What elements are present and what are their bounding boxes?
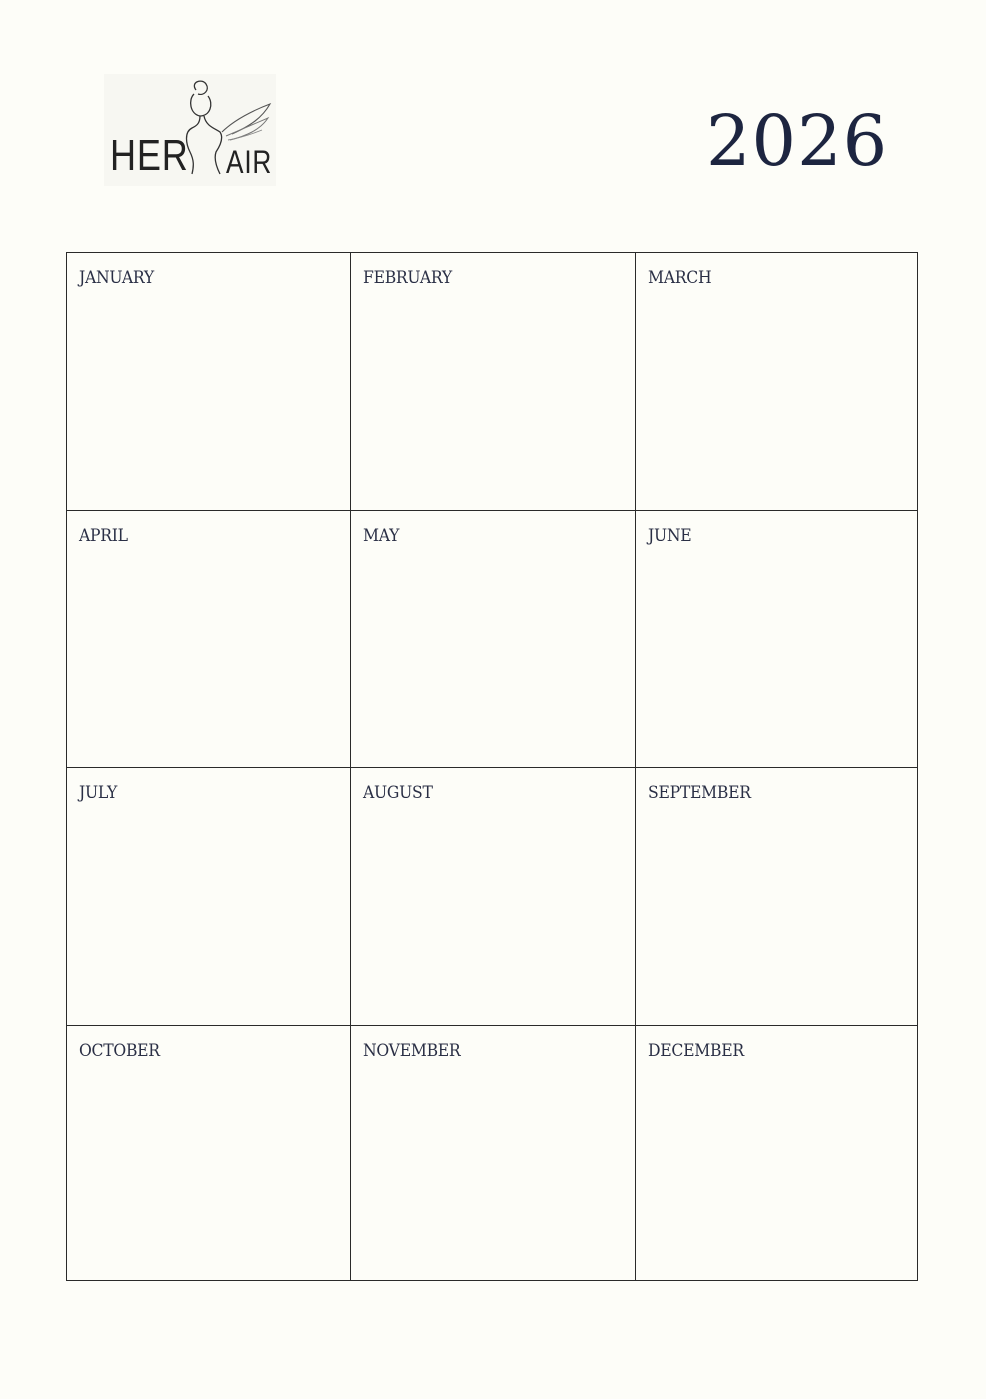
year-title: 2026 bbox=[706, 100, 889, 182]
month-label: NOVEMBER bbox=[363, 1041, 461, 1061]
month-cell-december bbox=[636, 1026, 917, 1280]
month-label: FEBRUARY bbox=[363, 268, 452, 288]
month-label: APRIL bbox=[79, 526, 128, 546]
month-label: MAY bbox=[363, 526, 400, 546]
month-label: MARCH bbox=[648, 268, 712, 288]
brand-word-her: HER bbox=[110, 131, 189, 180]
month-cell-september bbox=[636, 768, 917, 1026]
month-label: JANUARY bbox=[79, 268, 154, 288]
month-label: DECEMBER bbox=[648, 1041, 744, 1061]
month-cell-october bbox=[67, 1026, 351, 1280]
month-cell-february bbox=[351, 253, 636, 511]
month-label: JUNE bbox=[648, 526, 692, 546]
month-cell-august bbox=[351, 768, 636, 1026]
month-cell-november bbox=[351, 1026, 636, 1280]
month-label: OCTOBER bbox=[79, 1041, 160, 1061]
month-cell-april bbox=[67, 511, 351, 768]
month-label: SEPTEMBER bbox=[648, 783, 751, 803]
month-cell-january bbox=[67, 253, 351, 511]
month-label: AUGUST bbox=[363, 783, 433, 803]
month-grid bbox=[66, 252, 918, 1281]
month-cell-july bbox=[67, 768, 351, 1026]
month-cell-march bbox=[636, 253, 917, 511]
month-cell-may bbox=[351, 511, 636, 768]
brand-logo bbox=[104, 74, 276, 186]
brand-word-air: AIR bbox=[226, 144, 273, 180]
month-label: JULY bbox=[79, 783, 118, 803]
month-cell-june bbox=[636, 511, 917, 768]
